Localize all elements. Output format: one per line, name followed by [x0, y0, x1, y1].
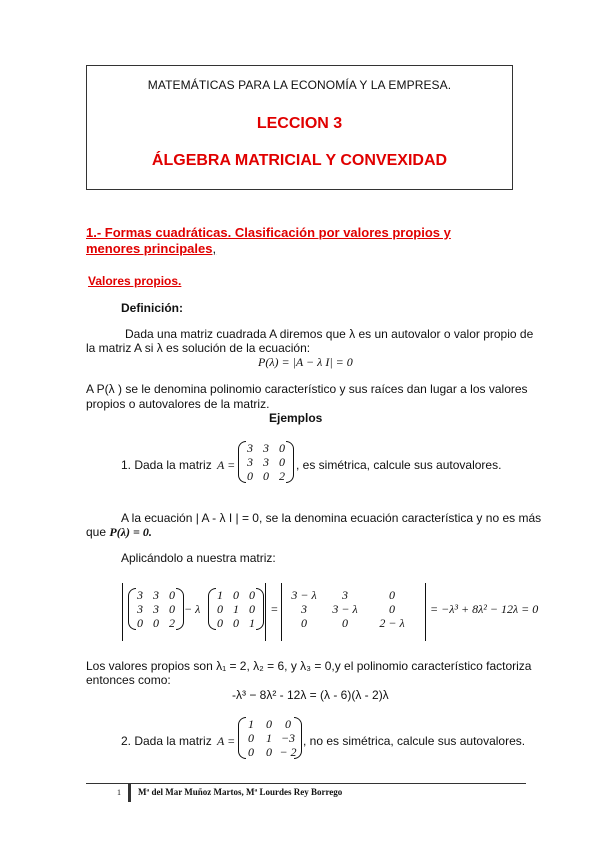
char-eq-prefix: que — [86, 525, 107, 539]
eigen-line1: Los valores propios son λ₁ = 2, λ₂ = 6, y λ₃ = 0,y el polinomio característico factoriza — [86, 659, 532, 673]
example2-matrix-cell-2-0: 0 — [248, 745, 254, 759]
example2-matrix-cell-2-1: 0 — [266, 745, 272, 759]
big-eq-identity-matrix-cell-2-1: 0 — [233, 616, 239, 630]
big-eq-char-matrix-cell-0-2: 0 — [389, 588, 395, 602]
example2-suffix: , no es simétrica, calcule sus autovalores. — [303, 734, 526, 748]
det-bar-right — [265, 583, 266, 641]
example2-matrix-cell-1-0: 0 — [248, 731, 254, 745]
example2-matrix-cell-0-1: 0 — [266, 717, 272, 731]
lesson-title: ÁLGEBRA MATRICIAL Y CONVEXIDAD — [151, 152, 448, 169]
applying-text: Aplicándolo a nuestra matriz: — [121, 551, 276, 565]
big-eq-identity-matrix-cell-0-1: 0 — [233, 588, 239, 602]
definition-after-line1: A P(λ ) se le denomina polinomio característico y sus raíces dan lugar a los valores — [86, 382, 528, 396]
det-bar-left-2 — [281, 583, 282, 641]
example2-matrix-cell-2-2: − 2 — [279, 745, 297, 759]
examples-title: Ejemplos — [269, 411, 323, 425]
big-eq-result: = −λ³ + 8λ² − 12λ = 0 — [430, 602, 539, 616]
big-eq-matrix-a-cell-1-2: 0 — [169, 602, 175, 616]
section-heading-line2: menores principales — [86, 241, 213, 256]
big-eq-matrix-a-cell-0-2: 0 — [169, 588, 175, 602]
big-eq-identity-matrix-cell-1-2: 0 — [249, 602, 255, 616]
footer-page-number: 1 — [117, 788, 121, 797]
example1-matrix-cell-0-1: 3 — [263, 441, 269, 455]
example2-intro: 2. Dada la matriz — [121, 734, 212, 748]
course-title: MATEMÁTICAS PARA LA ECONOMÍA Y LA EMPRESA. — [147, 78, 452, 92]
example1-matrix — [242, 441, 290, 483]
subheading: Valores propios. — [88, 274, 182, 288]
definition-label: Definición: — [121, 301, 183, 315]
example1-matrix-cell-1-1: 3 — [263, 455, 269, 469]
example1-matrix-cell-1-2: 0 — [279, 455, 285, 469]
det-bar-left — [122, 583, 123, 641]
example1-matrix-cell-2-2: 2 — [279, 469, 285, 483]
example2-matrix-cell-1-2: −3 — [280, 731, 296, 745]
example2-matrix-cell-0-0: 1 — [248, 717, 254, 731]
eigen-line2: entonces como: — [86, 673, 171, 687]
example1-matrix-label: A = — [217, 458, 236, 472]
big-eq-char-matrix-cell-1-0: 3 — [301, 602, 307, 616]
definition-text-line2: la matriz A si λ es solución de la ecuación: — [86, 341, 311, 355]
big-eq-matrix-a — [132, 588, 180, 630]
footer-authors: Mª del Mar Muñoz Martos, Mª Lourdes Rey Borrego — [138, 787, 343, 797]
big-eq-char-matrix-cell-1-2: 0 — [389, 602, 395, 616]
big-eq-char-matrix-cell-2-0: 0 — [301, 616, 307, 630]
big-eq-char-matrix-cell-2-1: 0 — [342, 616, 348, 630]
char-eq-line1: A la ecuación | A - λ I | = 0, se la denomina ecuación característica y no es más — [121, 511, 542, 525]
big-eq-matrix-a-cell-2-0: 0 — [137, 616, 143, 630]
footer-rule — [86, 783, 526, 784]
example2-matrix-cell-1-1: 1 — [266, 731, 272, 745]
big-eq-identity-matrix-cell-0-2: 0 — [249, 588, 255, 602]
char-eq-line2 — [86, 525, 152, 540]
example1-matrix-cell-0-2: 0 — [279, 441, 285, 455]
big-eq-equals: = — [271, 602, 278, 616]
big-eq-matrix-a-cell-1-1: 3 — [153, 602, 159, 616]
big-eq-char-matrix — [285, 588, 417, 630]
big-eq-identity-matrix-cell-1-1: 1 — [233, 602, 239, 616]
big-eq-matrix-a-cell-0-0: 3 — [137, 588, 143, 602]
footer-separator — [128, 784, 131, 802]
section-heading-line2-wrap: menores principales, — [86, 241, 217, 256]
definition-after-line2: propios o autovalores de la matriz. — [86, 397, 270, 411]
big-eq-identity-matrix-cell-2-0: 0 — [217, 616, 223, 630]
example2-matrix-cell-0-2: 0 — [285, 717, 291, 731]
example1-matrix-cell-1-0: 3 — [247, 455, 253, 469]
lesson-number: LECCION 3 — [256, 115, 343, 132]
example1-intro: 1. Dada la matriz — [121, 458, 212, 472]
big-eq-identity-matrix — [212, 588, 260, 630]
big-eq-matrix-a-cell-2-2: 2 — [169, 616, 175, 630]
definition-equation: P(λ) = |A − λ I| = 0 — [258, 355, 353, 369]
big-eq-char-matrix-cell-0-1: 3 — [342, 588, 348, 602]
big-eq-char-matrix-cell-1-1: 3 − λ — [332, 602, 358, 616]
big-eq-matrix-a-cell-1-0: 3 — [137, 602, 143, 616]
big-eq-identity-matrix-cell-0-0: 1 — [217, 588, 223, 602]
example1-matrix-cell-2-0: 0 — [247, 469, 253, 483]
section-heading-line1: 1.- Formas cuadráticas. Clasificación por valores propios y — [86, 225, 451, 240]
big-eq-char-matrix-cell-2-2: 2 − λ — [379, 616, 405, 630]
big-eq-minus-lambda: − λ — [184, 602, 201, 616]
big-eq-matrix-a-cell-0-1: 3 — [153, 588, 159, 602]
eigen-factor: -λ³ − 8λ² - 12λ = (λ - 6)(λ - 2)λ — [232, 688, 389, 702]
big-eq-identity-matrix-cell-2-2: 1 — [249, 616, 255, 630]
det-bar-right-2 — [425, 583, 426, 641]
definition-text-line1: Dada una matriz cuadrada A diremos que λ es un autovalor o valor propio de — [125, 327, 534, 341]
example2-matrix-label: A = — [217, 734, 236, 748]
big-eq-identity-matrix-cell-1-0: 0 — [217, 602, 223, 616]
header-box — [86, 65, 513, 190]
big-eq-matrix-a-cell-2-1: 0 — [153, 616, 159, 630]
example2-matrix — [242, 717, 298, 759]
big-eq-char-matrix-cell-0-0: 3 − λ — [291, 588, 317, 602]
example1-matrix-cell-2-1: 0 — [263, 469, 269, 483]
example1-matrix-cell-0-0: 3 — [247, 441, 253, 455]
char-eq-equation: P(λ) = 0. — [109, 525, 152, 539]
example1-suffix: , es simétrica, calcule sus autovalores. — [296, 458, 502, 472]
